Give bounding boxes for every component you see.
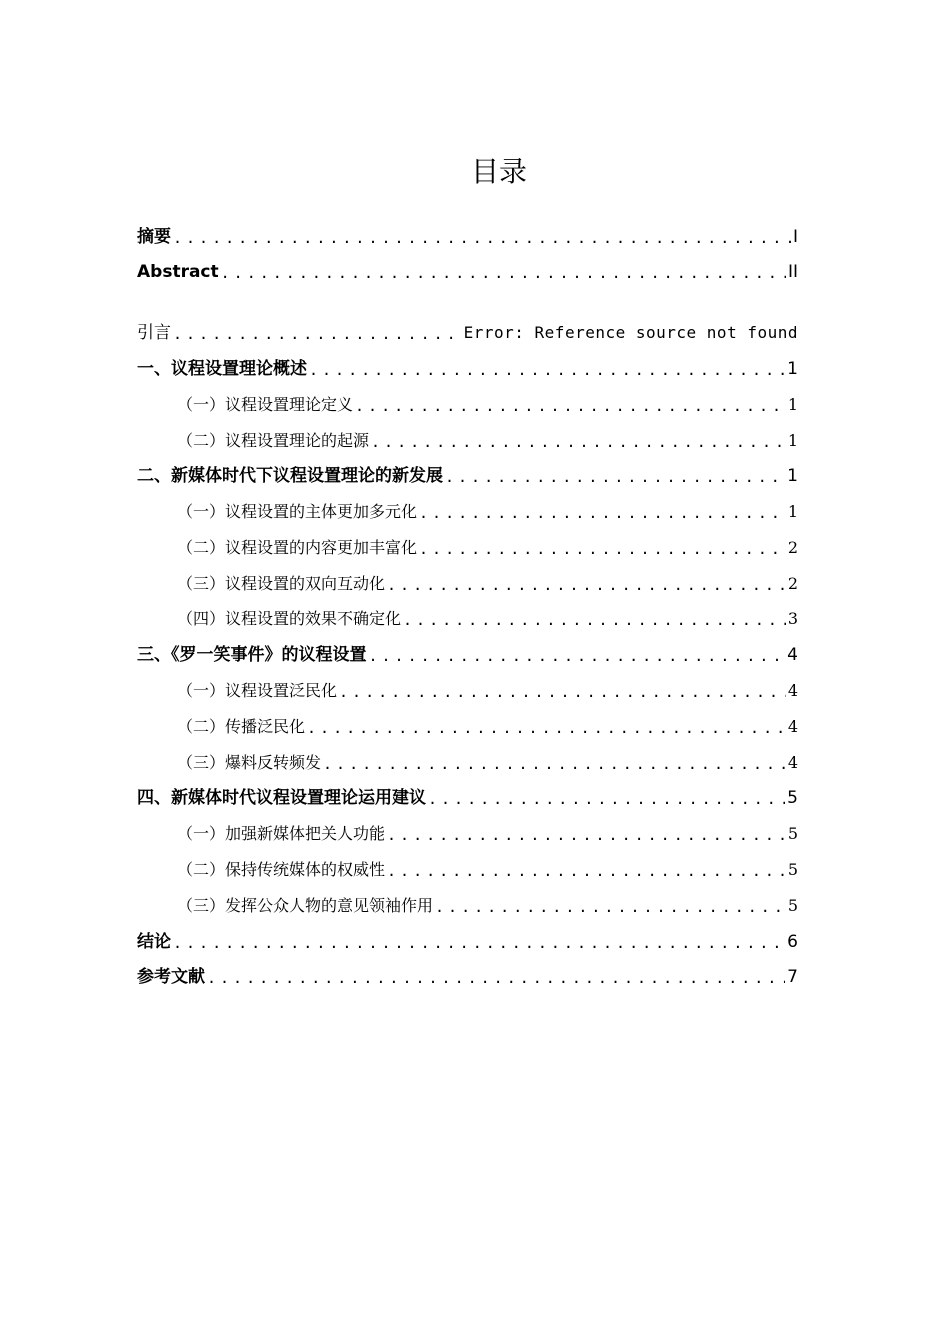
toc-entry-label: 四、新媒体时代议程设置理论运用建议 — [137, 788, 426, 808]
toc-entry-chapter-3[interactable] — [137, 640, 798, 666]
toc-entry-section-4-1[interactable] — [177, 819, 798, 845]
toc-entry-page: 5 — [787, 788, 798, 808]
dot-leader — [428, 789, 785, 809]
toc-entry-label: 参考文献 — [137, 967, 205, 987]
toc-entry-label: （四）议程设置的效果不确定化 — [177, 609, 402, 628]
toc-entry-label: （二）议程设置理论的起源 — [177, 431, 370, 450]
toc-entry-page: 1 — [787, 431, 798, 450]
toc-entry-chapter-2[interactable] — [137, 461, 798, 487]
toc-entry-abstract-cn[interactable] — [137, 222, 798, 248]
toc-entry-page: 4 — [787, 645, 798, 665]
toc-entry-section-2-2[interactable] — [177, 533, 798, 559]
toc-entry-label: 一、议程设置理论概述 — [137, 359, 307, 379]
toc-entry-introduction[interactable] — [137, 318, 798, 344]
toc-entry-page: 6 — [787, 932, 798, 952]
toc-entry-page: Error: Reference source not found — [463, 323, 798, 342]
toc-entry-section-2-3[interactable] — [177, 569, 798, 595]
toc-entry-page: 7 — [787, 967, 798, 987]
toc-entry-page: 4 — [787, 717, 798, 736]
dot-leader — [371, 432, 786, 452]
toc-entry-page: I — [792, 227, 798, 247]
dot-leader — [173, 228, 791, 248]
dot-leader — [369, 646, 786, 666]
dot-leader — [435, 897, 786, 917]
dot-leader — [355, 396, 786, 416]
dot-leader — [323, 754, 786, 774]
toc-entry-section-2-4[interactable] — [177, 604, 798, 630]
toc-entry-label: Abstract — [137, 262, 219, 282]
toc-entry-label: （一）议程设置泛民化 — [177, 681, 338, 700]
toc-entry-page: 2 — [787, 538, 798, 557]
toc-entry-label: 引言 — [137, 323, 171, 343]
toc-entry-page: 2 — [787, 574, 798, 593]
dot-leader — [307, 718, 786, 738]
toc-entry-label: 结论 — [137, 932, 171, 952]
toc-entry-label: 摘要 — [137, 227, 171, 247]
dot-leader — [387, 825, 786, 845]
toc-entry-page: 5 — [787, 896, 798, 915]
toc-entry-page: 4 — [787, 753, 798, 772]
dot-leader — [419, 503, 786, 523]
toc-entry-page: 4 — [787, 681, 798, 700]
toc-entry-chapter-1[interactable] — [137, 354, 798, 380]
dot-leader — [403, 610, 786, 630]
toc-entry-section-2-1[interactable] — [177, 497, 798, 523]
toc-entry-label: （三）爆料反转频发 — [177, 753, 322, 772]
toc-entry-section-1-1[interactable] — [177, 390, 798, 416]
toc-entry-references[interactable] — [137, 962, 798, 988]
toc-entry-page: 1 — [787, 502, 798, 521]
toc-entry-label: （一）议程设置的主体更加多元化 — [177, 502, 418, 521]
toc-entry-label: （二）保持传统媒体的权威性 — [177, 860, 386, 879]
toc-entry-conclusion[interactable] — [137, 927, 798, 953]
toc-entry-label: 二、新媒体时代下议程设置理论的新发展 — [137, 466, 443, 486]
toc-entry-chapter-4[interactable] — [137, 783, 798, 809]
toc-entry-label: （三）议程设置的双向互动化 — [177, 574, 386, 593]
toc-entry-page: 5 — [787, 860, 798, 879]
toc-entry-abstract-en[interactable] — [137, 257, 798, 283]
dot-leader — [207, 968, 785, 988]
dot-leader — [387, 575, 786, 595]
dot-leader — [173, 324, 462, 344]
toc-entry-section-3-3[interactable] — [177, 748, 798, 774]
toc-entry-page: II — [787, 262, 798, 282]
toc-entry-section-1-2[interactable] — [177, 426, 798, 452]
toc-entry-page: 5 — [787, 824, 798, 843]
toc-entry-label: （三）发挥公众人物的意见领袖作用 — [177, 896, 434, 915]
toc-entry-label: （二）议程设置的内容更加丰富化 — [177, 538, 418, 557]
toc-entry-label: （一）加强新媒体把关人功能 — [177, 824, 386, 843]
toc-entry-page: 1 — [787, 359, 798, 379]
toc-entry-label: 三、《罗一笑事件》的议程设置 — [137, 645, 367, 665]
dot-leader — [221, 263, 786, 283]
toc-entry-page: 1 — [787, 466, 798, 486]
toc-entry-section-4-2[interactable] — [177, 855, 798, 881]
dot-leader — [387, 861, 786, 881]
toc-entry-section-4-3[interactable] — [177, 891, 798, 917]
toc-entry-label: （二）传播泛民化 — [177, 717, 306, 736]
dot-leader — [173, 933, 785, 953]
toc-entry-page: 1 — [787, 395, 798, 414]
dot-leader — [309, 360, 785, 380]
toc-entry-section-3-1[interactable] — [177, 676, 798, 702]
dot-leader — [445, 467, 785, 487]
toc-entry-label: （一）议程设置理论定义 — [177, 395, 354, 414]
dot-leader — [419, 539, 786, 559]
toc-entry-page: 3 — [787, 609, 798, 628]
toc-entry-section-3-2[interactable] — [177, 712, 798, 738]
page-title: 目录 — [470, 155, 527, 188]
dot-leader — [339, 682, 786, 702]
